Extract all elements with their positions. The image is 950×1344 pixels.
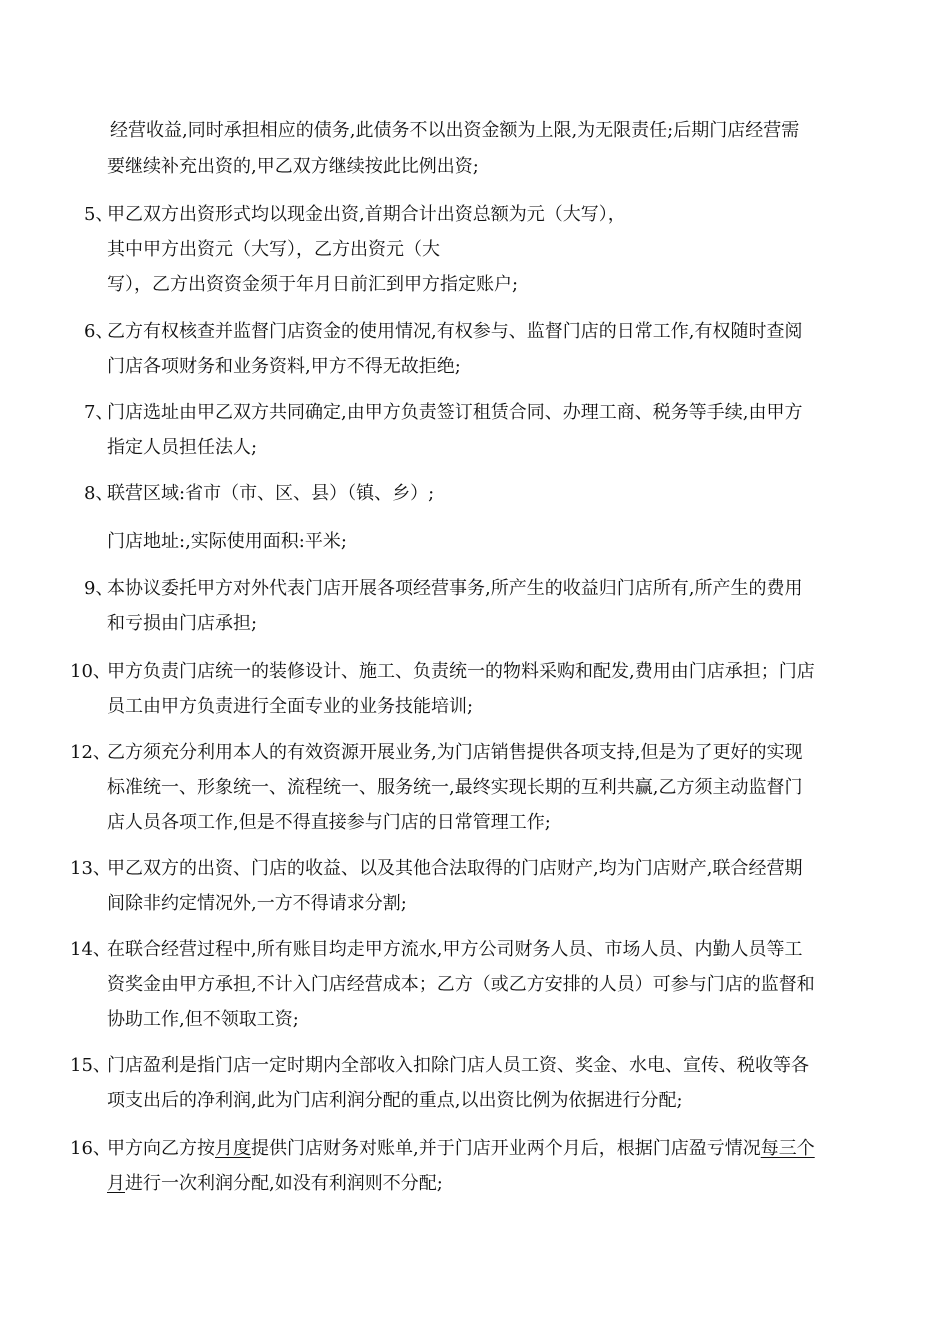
item-number: 16、: [70, 1138, 111, 1159]
paragraph-line: 乙方须充分利用本人的有效资源开展业务,为门店销售提供各项支持,但是为了更好的实现: [107, 742, 803, 763]
paragraph-line: 员工由甲方负责进行全面专业的业务技能培训;: [107, 696, 474, 717]
text-run: 甲方向乙方按: [107, 1138, 215, 1159]
paragraph-line: [107, 1172, 443, 1196]
text-run: 进行一次利润分配,如没有利润则不分配;: [125, 1173, 443, 1194]
paragraph-line: 门店盈利是指门店一定时期内全部收入扣除门店人员工资、奖金、水电、宣传、税收等各: [107, 1055, 809, 1076]
underlined-text: 月: [107, 1173, 125, 1194]
paragraph-line: 协助工作,但不领取工资;: [107, 1009, 299, 1030]
paragraph-line: 间除非约定情况外,一方不得请求分割;: [107, 893, 407, 914]
paragraph-line: 甲方负责门店统一的装修设计、施工、负责统一的物料采购和配发,费用由门店承担；门店: [107, 661, 815, 682]
paragraph-line: 店人员各项工作,但是不得直接参与门店的日常管理工作;: [107, 812, 551, 833]
item-number: 6、: [84, 321, 114, 342]
item-number: 8、: [84, 483, 114, 504]
item-number: 9、: [84, 578, 114, 599]
paragraph-line: 甲乙双方出资形式均以现金出资,首期合计出资总额为元（大写），: [107, 204, 626, 225]
item-number: 14、: [70, 939, 111, 960]
paragraph-line: 和亏损由门店承担;: [107, 613, 258, 634]
paragraph-line: 乙方有权核查并监督门店资金的使用情况,有权参与、监督门店的日常工作,有权随时查阅: [107, 321, 803, 342]
item-number: 7、: [84, 402, 114, 423]
paragraph-line: 联营区域:省市（市、区、县）（镇、乡）;: [107, 483, 435, 504]
underlined-text: 月度: [215, 1138, 251, 1159]
item-number: 12、: [70, 742, 111, 763]
paragraph-line: 在联合经营过程中,所有账目均走甲方流水,甲方公司财务人员、市场人员、内勤人员等工: [107, 939, 803, 960]
paragraph-line: 其中甲方出资元（大写），乙方出资元（大: [107, 239, 440, 260]
paragraph-line: 项支出后的净利润,此为门店利润分配的重点,以出资比例为依据进行分配;: [107, 1090, 683, 1111]
underlined-text: 每三个: [760, 1138, 815, 1159]
paragraph-line: 门店选址由甲乙双方共同确定,由甲方负责签订租赁合同、办理工商、税务等手续,由甲方: [107, 402, 803, 423]
paragraph-line: 经营收益,同时承担相应的债务,此债务不以出资金额为上限,为无限责任;后期门店经营需: [110, 120, 800, 141]
paragraph-line: 标准统一、形象统一、流程统一、服务统一,最终实现长期的互利共赢,乙方须主动监督门: [107, 777, 803, 798]
text-run: 提供门店财务对账单,并于门店开业两个月后，根据门店盈亏情况: [251, 1138, 761, 1159]
item-number: 13、: [70, 858, 111, 879]
item-number: 5、: [84, 204, 114, 225]
paragraph-line: 门店地址:,实际使用面积:平米;: [107, 531, 347, 552]
item-number: 10、: [70, 661, 111, 682]
paragraph-line: 指定人员担任法人;: [107, 437, 258, 458]
paragraph-line: 本协议委托甲方对外代表门店开展各项经营事务,所产生的收益归门店所有,所产生的费用: [107, 578, 803, 599]
paragraph-line: 资奖金由甲方承担,不计入门店经营成本；乙方（或乙方安排的人员）可参与门店的监督和: [107, 974, 815, 995]
paragraph-line: 写），乙方出资资金须于年月日前汇到甲方指定账户;: [107, 274, 519, 295]
paragraph-line: 门店各项财务和业务资料,甲方不得无故拒绝;: [107, 356, 461, 377]
paragraph-line: 甲乙双方的出资、门店的收益、以及其他合法取得的门店财产,均为门店财产,联合经营期: [107, 858, 803, 879]
paragraph-line: [107, 1137, 815, 1161]
item-number: 15、: [70, 1055, 111, 1076]
paragraph-line: 要继续补充出资的,甲乙双方继续按此比例出资;: [107, 156, 479, 177]
